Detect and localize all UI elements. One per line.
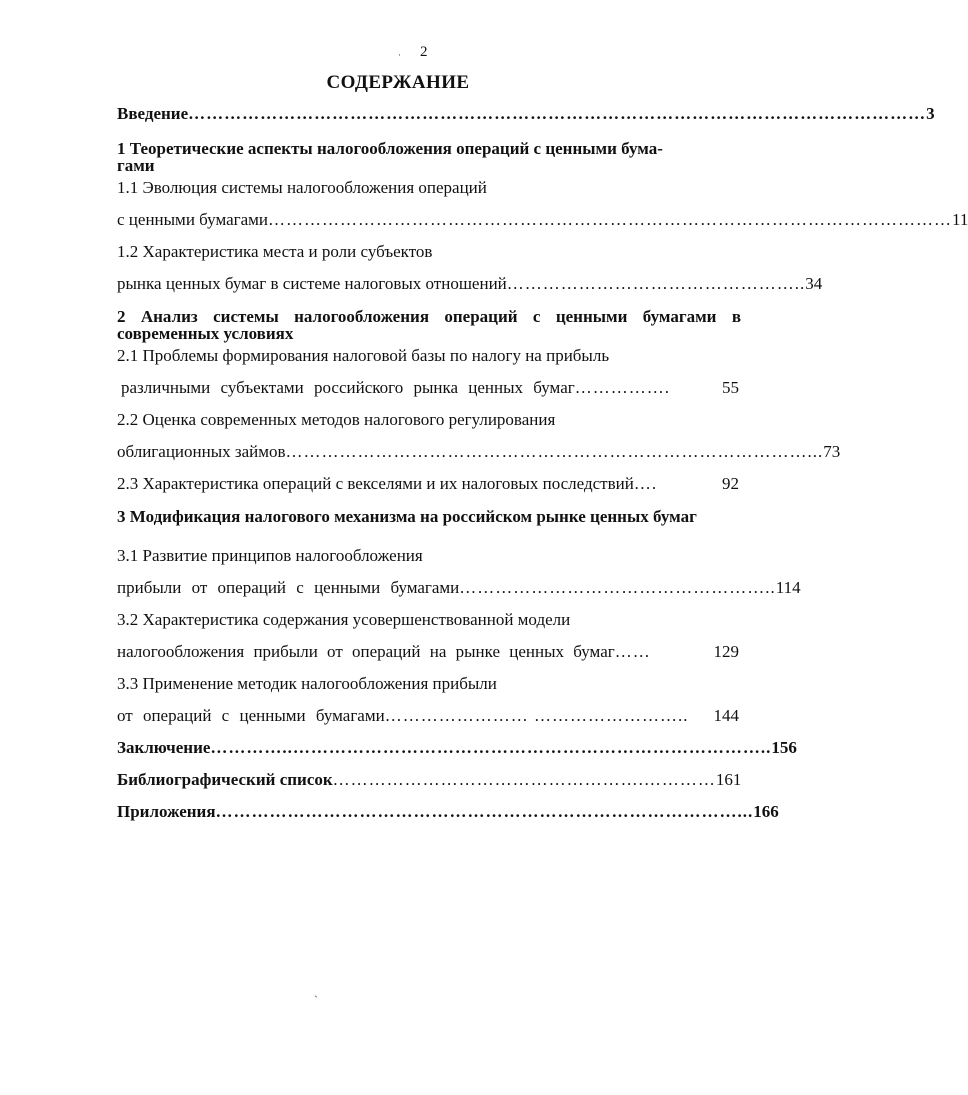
toc-leader-dots: ……………………………………………………………………………... — [215, 802, 754, 821]
toc-leader-dots: ……………. — [574, 378, 670, 397]
toc-entry-bibliography[interactable] — [117, 770, 742, 790]
toc-entry-page: 92 — [722, 474, 739, 493]
toc-section-3-3-title[interactable]: 3.3 Применение методик налогообложения прибыли — [117, 674, 497, 693]
toc-entry-text: Библиографический список — [117, 770, 333, 789]
toc-entry-page: 156 — [771, 738, 797, 757]
scan-mark: · — [398, 50, 401, 60]
toc-leader-dots: …………………………………………….………… — [332, 770, 716, 789]
toc-entry-text: 2.3 Характеристика операций с векселями и их налоговых последствий — [117, 474, 634, 493]
toc-section-3-2-title[interactable]: 3.2 Характеристика содержания усовершенствованной модели — [117, 610, 571, 629]
toc-entry-1-1[interactable] — [117, 210, 968, 230]
toc-entry-1-2[interactable] — [117, 274, 823, 294]
toc-leader-dots: …. — [633, 474, 658, 493]
toc-entry-text: Приложения — [117, 802, 216, 821]
toc-chapter-2-heading[interactable]: 2 Анализ системы налогообложения операций с ценными бумагами в современных условиях — [117, 307, 741, 343]
toc-leader-dots: ……………………………………………………………………………... — [285, 442, 824, 461]
toc-entry-conclusion[interactable] — [117, 738, 797, 758]
toc-entry-page: 3 — [926, 104, 935, 123]
toc-entry-text: от операций с ценными бумагами — [117, 706, 385, 725]
toc-leader-dots: …… — [614, 642, 651, 661]
toc-entry-text: Введение — [117, 104, 189, 123]
toc-entry-3-2[interactable] — [117, 642, 739, 662]
toc-entry-text: рынка ценных бумаг в системе налоговых отношений — [117, 274, 507, 293]
toc-chapter-1-heading[interactable]: 1 Теоретические аспекты налогообложения операций с ценными бума- гами — [117, 139, 663, 175]
toc-entry-text: различными субъектами российского рынка ценных бумаг — [121, 378, 575, 397]
toc-entry-page: 166 — [753, 802, 779, 821]
toc-entry-page: 55 — [722, 378, 739, 397]
toc-entry-page: 73 — [823, 442, 841, 461]
toc-chapter-3-heading[interactable]: 3 Модификация налогового механизма на российском рынке ценных бумаг — [117, 507, 697, 526]
toc-section-3-1-title[interactable]: 3.1 Развитие принципов налогообложения — [117, 546, 423, 565]
toc-entry-2-1[interactable] — [117, 378, 739, 398]
toc-section-2-1-title[interactable]: 2.1 Проблемы формирования налоговой базы по налогу на прибыль — [117, 346, 610, 365]
toc-entry-text: налогообложения прибыли от операций на рынке ценных бумаг — [117, 642, 615, 661]
toc-entry-2-3[interactable] — [117, 474, 739, 494]
toc-section-1-1-title[interactable]: 1.1 Эволюция системы налогообложения операций — [117, 178, 487, 197]
toc-section-1-2-title[interactable]: 1.2 Характеристика места и роли субъектов — [117, 242, 433, 261]
toc-entry-page: 11 — [952, 210, 968, 229]
toc-entry-page: 144 — [713, 706, 739, 725]
toc-leader-dots: …………………………………………………………………………………………………………… — [188, 104, 927, 123]
toc-leader-dots: ………………………………………….. — [506, 274, 806, 293]
toc-entry-page: 129 — [713, 642, 739, 661]
toc-entry-3-1[interactable] — [117, 578, 801, 598]
toc-entry-page: 34 — [805, 274, 823, 293]
scan-speck: ˏ — [314, 984, 318, 998]
toc-entry-2-2[interactable] — [117, 442, 841, 462]
toc-leader-dots: …………………………………………….. — [459, 578, 776, 597]
toc-entry-text: с ценными бумагами — [117, 210, 268, 229]
toc-section-2-2-title[interactable]: 2.2 Оценка современных методов налогового регулирования — [117, 410, 556, 429]
toc-leader-dots: …………………………………………………………………………………………………… — [268, 210, 952, 229]
toc-entry-text: Заключение — [117, 738, 211, 757]
toc-entry-text: прибыли от операций с ценными бумагами — [117, 578, 460, 597]
toc-entry-introduction[interactable] — [117, 104, 935, 124]
page-number: 2 — [420, 44, 428, 60]
toc-entry-page: 161 — [715, 770, 742, 789]
toc-entry-3-3[interactable] — [117, 706, 739, 726]
toc-entry-page: 114 — [775, 578, 801, 597]
toc-leader-dots: …………..…………………………………………………………………….. — [210, 738, 772, 757]
toc-leader-dots: …………………… …………………….. — [384, 706, 689, 725]
page-title: СОДЕРЖАНИЕ — [326, 72, 470, 93]
toc-entry-text: облигационных займов — [117, 442, 286, 461]
toc-entry-appendices[interactable] — [117, 802, 779, 822]
